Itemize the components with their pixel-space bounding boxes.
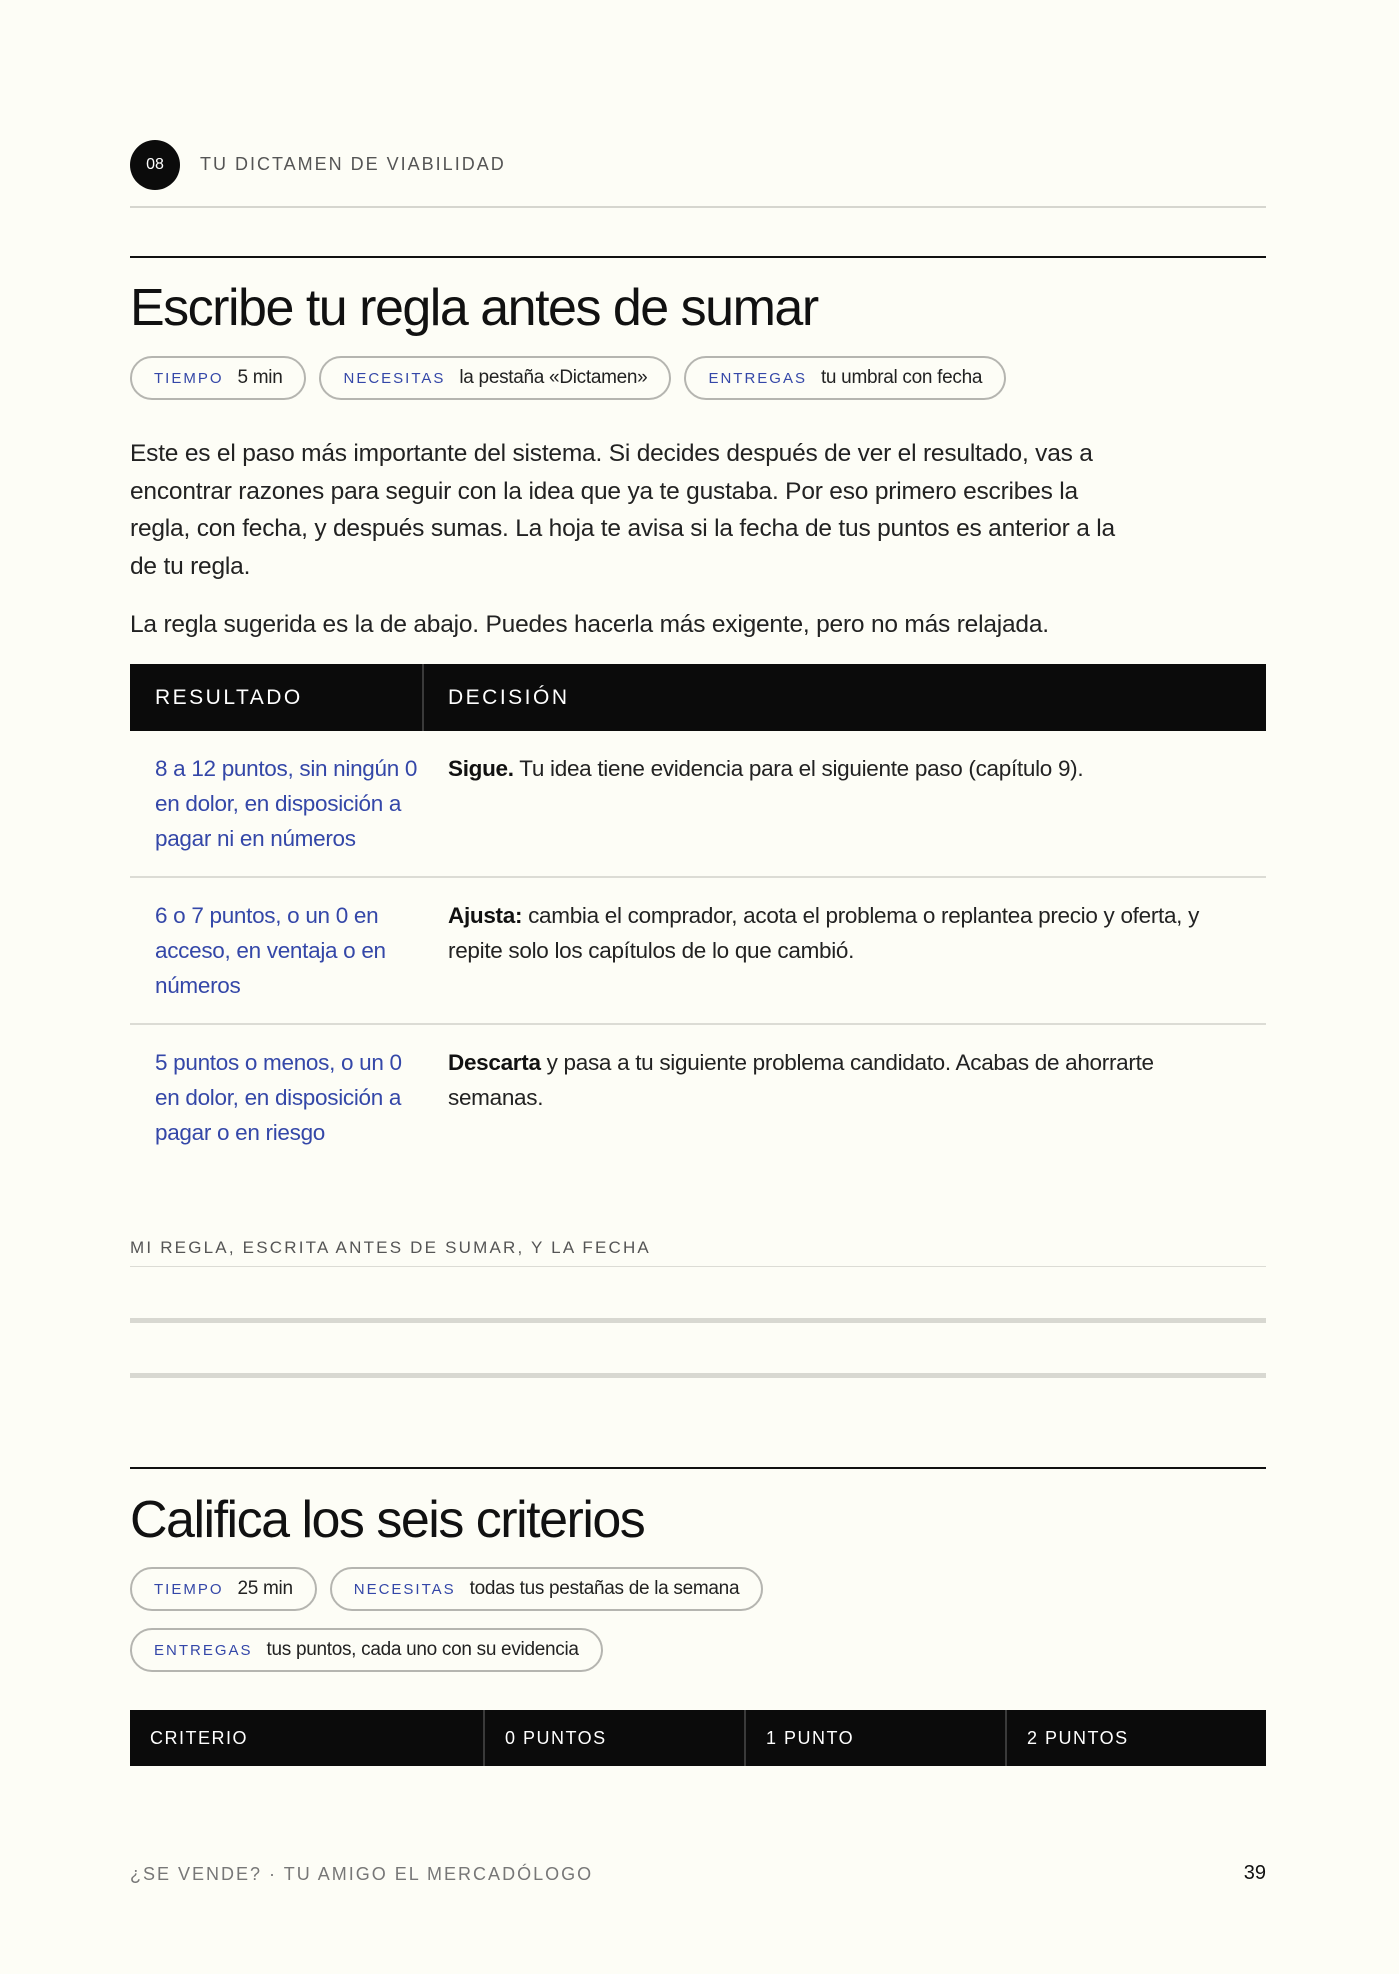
meta-chips xyxy=(130,1567,763,1611)
table-row xyxy=(130,878,1266,1025)
chip-key: NECESITAS xyxy=(343,369,446,387)
chip-key: NECESITAS xyxy=(353,1580,456,1598)
rule-note-paragraph: La regla sugerida es la de abajo. Puedes hacerla más exigente, pero no más relajada. xyxy=(130,611,1049,638)
meta-chips xyxy=(130,1628,603,1672)
section-divider xyxy=(130,256,1266,258)
column-header-zero-points: 0 PUNTOS xyxy=(483,1710,744,1766)
footer-book-title: ¿SE VENDE? · TU AMIGO EL MERCADÓLOGO xyxy=(130,1864,594,1884)
chip-deliverable xyxy=(130,1628,603,1672)
chapter-number-badge: 08 xyxy=(130,140,180,190)
page-number: 39 xyxy=(1243,1862,1266,1884)
chip-key: ENTREGAS xyxy=(154,1641,253,1659)
decision-keyword: Ajusta: xyxy=(448,903,523,928)
chip-key: ENTREGAS xyxy=(708,369,807,387)
meta-chips xyxy=(130,356,1006,400)
chip-time xyxy=(130,356,306,400)
chip-key: TIEMPO xyxy=(154,1580,224,1598)
chapter-title: TU DICTAMEN DE VIABILIDAD xyxy=(200,154,506,174)
chip-needs xyxy=(330,1567,763,1611)
result-cell: 5 puntos o menos, o un 0 en dolor, en disposición a pagar o en riesgo xyxy=(155,1050,402,1145)
criteria-table-header xyxy=(130,1710,1266,1766)
chip-value: la pestaña «Dictamen» xyxy=(459,367,648,388)
write-in-label: MI REGLA, ESCRITA ANTES DE SUMAR, Y LA FECHA xyxy=(130,1238,651,1257)
chip-value: todas tus pestañas de la semana xyxy=(469,1578,740,1599)
chip-deliverable xyxy=(684,356,1006,400)
column-header-decision: DECISIÓN xyxy=(448,685,570,709)
table-row xyxy=(130,731,1266,878)
decision-table xyxy=(130,664,1266,1170)
chip-key: TIEMPO xyxy=(154,369,224,387)
section-title: Califica los seis criterios xyxy=(130,1491,645,1549)
decision-keyword: Sigue. xyxy=(448,756,514,781)
chip-value: 25 min xyxy=(237,1578,293,1599)
section-title: Escribe tu regla antes de sumar xyxy=(130,279,818,337)
column-header-criterion: CRITERIO xyxy=(150,1727,249,1748)
decision-text: Tu idea tiene evidencia para el siguiente paso (capítulo 9). xyxy=(513,756,1084,781)
decision-cell xyxy=(424,1025,1266,1170)
decision-cell xyxy=(424,878,1266,1023)
decision-text: cambia el comprador, acota el problema o replantea precio y oferta, y repite solo los capítulos de lo que cambió. xyxy=(448,903,1200,963)
column-header-result: RESULTADO xyxy=(130,664,424,731)
decision-keyword: Descarta xyxy=(448,1050,541,1075)
column-header-two-points: 2 PUNTOS xyxy=(1005,1710,1266,1766)
column-header-one-point: 1 PUNTO xyxy=(744,1710,1005,1766)
table-header xyxy=(130,664,1266,731)
decision-cell xyxy=(424,731,1266,876)
result-cell: 6 o 7 puntos, o un 0 en acceso, en ventaja o en números xyxy=(155,903,386,998)
running-header xyxy=(130,138,1266,208)
result-cell: 8 a 12 puntos, sin ningún 0 en dolor, en disposición a pagar ni en números xyxy=(155,756,418,851)
section-divider xyxy=(130,1467,1266,1469)
chip-needs xyxy=(319,356,671,400)
chip-value: 5 min xyxy=(237,367,283,388)
write-in-line[interactable] xyxy=(130,1373,1266,1378)
write-in-line[interactable] xyxy=(130,1318,1266,1323)
chip-time xyxy=(130,1567,317,1611)
decision-text: y pasa a tu siguiente problema candidato. Acabas de ahorrarte semanas. xyxy=(448,1050,1154,1110)
table-row xyxy=(130,1025,1266,1170)
label-underline xyxy=(130,1266,1266,1267)
page xyxy=(130,0,1266,1974)
chip-value: tus puntos, cada uno con su evidencia xyxy=(266,1639,579,1660)
intro-paragraph: Este es el paso más importante del sistema. Si decides después de ver el resultado, vas a encontrar razones para seguir con la idea que ya te gustaba. Por eso primero escribes la regla, con fecha, y después sumas. La hoja te avisa si la fecha de tus puntos es anterior a la de tu regla. xyxy=(130,440,1115,580)
chip-value: tu umbral con fecha xyxy=(820,367,983,388)
